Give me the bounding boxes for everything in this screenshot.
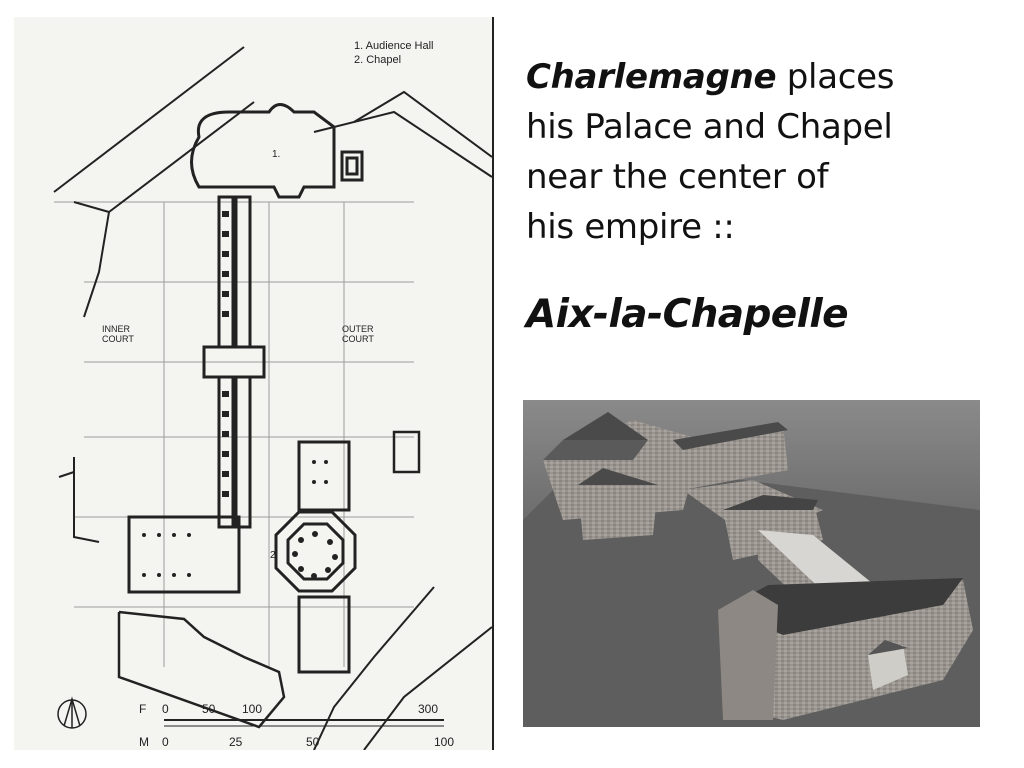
north-arrow-icon bbox=[58, 699, 86, 728]
label-inner-court: INNER bbox=[102, 324, 131, 334]
model-photo bbox=[523, 400, 980, 727]
marker-audience-hall: 1. bbox=[272, 149, 281, 160]
scale-meter-tick: 25 bbox=[229, 735, 243, 749]
slide-subheading: Aix-la-Chapelle bbox=[526, 292, 849, 337]
heading-line-4: his empire :: bbox=[526, 207, 735, 247]
floor-plan bbox=[14, 17, 494, 750]
scale-feet-tick: 0 bbox=[162, 702, 169, 716]
legend-audience-hall: 1. Audience Hall bbox=[354, 40, 434, 52]
scale-meter-tick: 100 bbox=[434, 735, 455, 749]
marker-chapel: 2 bbox=[270, 550, 276, 561]
floor-plan-drawing bbox=[14, 17, 492, 750]
corridor-piers bbox=[223, 212, 228, 496]
scale-feet-unit: F bbox=[139, 702, 147, 716]
heading-emphasis: Charlemagne bbox=[526, 57, 777, 97]
scale-feet-tick: 50 bbox=[202, 702, 216, 716]
model-photo-image bbox=[523, 400, 980, 727]
scale-meter-unit: M bbox=[139, 735, 149, 749]
heading-line-2: his Palace and Chapel bbox=[526, 107, 893, 147]
label-inner-court-2: COURT bbox=[102, 334, 134, 344]
scale-feet-tick: 300 bbox=[418, 702, 439, 716]
label-outer-court-2: COURT bbox=[342, 334, 374, 344]
label-outer-court: OUTER bbox=[342, 324, 374, 334]
scale-meter-tick: 0 bbox=[162, 735, 169, 749]
heading-line-1 bbox=[526, 52, 1006, 102]
heading-line-1-rest: places bbox=[776, 57, 895, 97]
scale-bar bbox=[139, 702, 454, 749]
slide-heading bbox=[526, 52, 1006, 252]
scale-feet-tick: 100 bbox=[242, 702, 263, 716]
chapel bbox=[129, 442, 355, 672]
scale-meter-tick: 50 bbox=[306, 735, 320, 749]
legend-chapel: 2. Chapel bbox=[354, 54, 402, 66]
heading-line-3: near the center of bbox=[526, 157, 829, 197]
